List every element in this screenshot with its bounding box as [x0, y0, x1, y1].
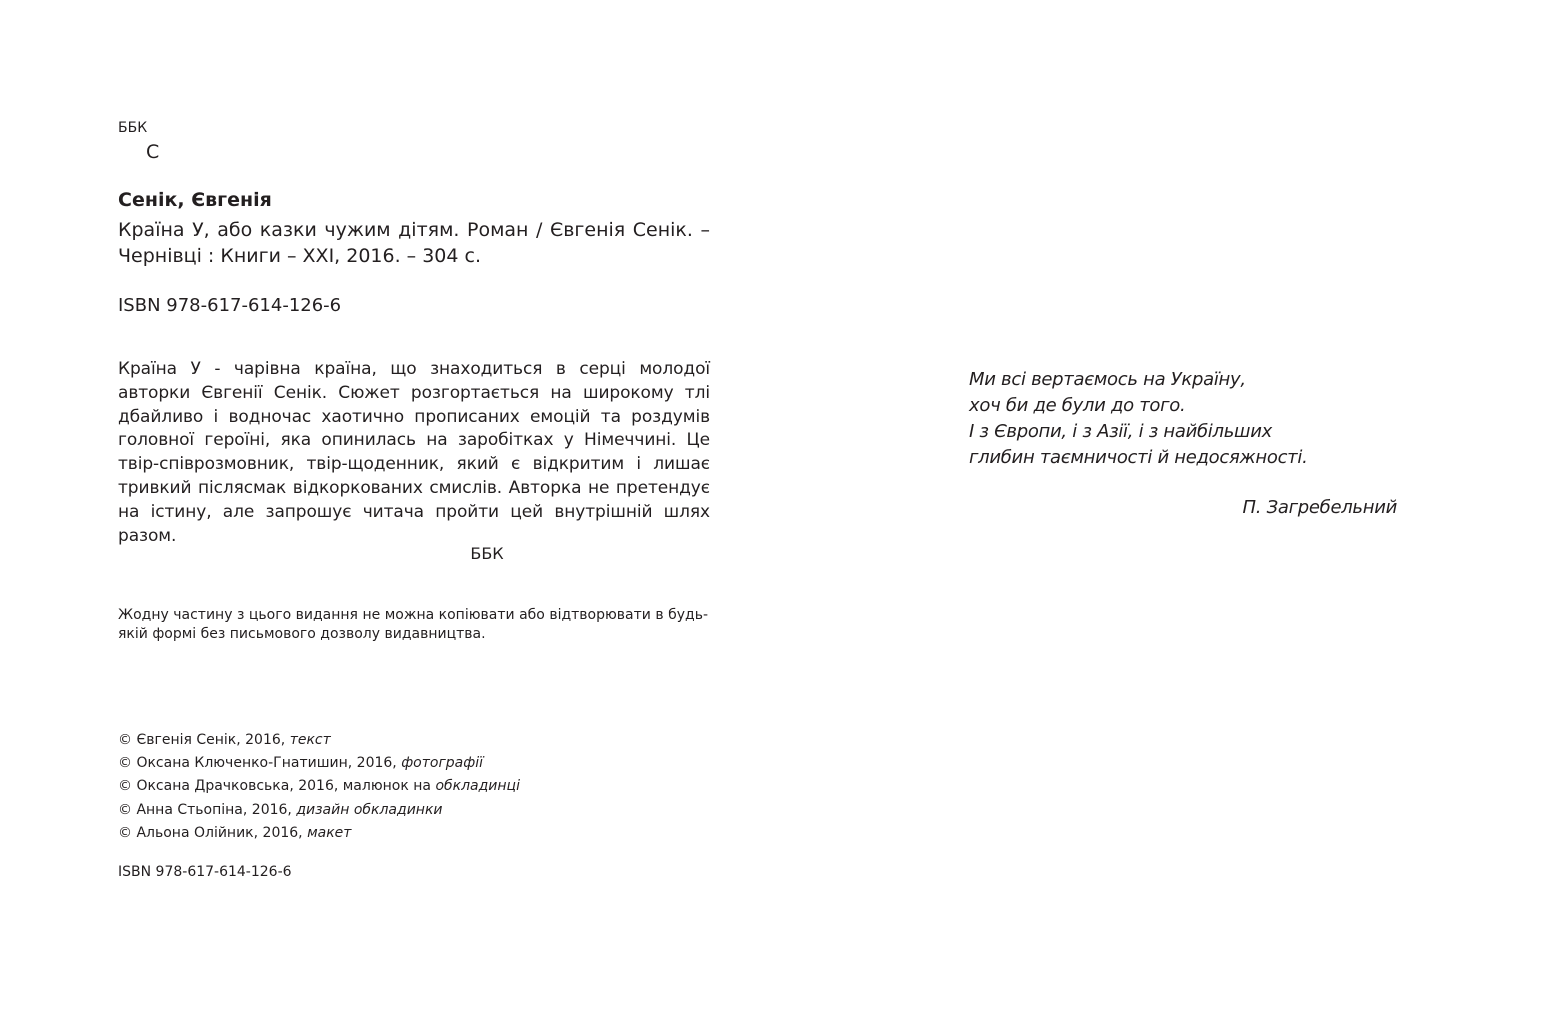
- epigraph-line: І з Європи, і з Азії, і з найбільших: [969, 421, 1272, 442]
- author-sign: С: [146, 141, 160, 163]
- copyright-line: [118, 822, 520, 845]
- isbn-bottom: ISBN 978-617-614-126-6: [118, 864, 292, 880]
- epigraph-line: хоч би де були до того.: [969, 395, 1186, 416]
- copyright-role: фотографії: [401, 755, 484, 772]
- copyright-role: дизайн обкладинки: [296, 801, 443, 818]
- isbn: ISBN 978-617-614-126-6: [118, 295, 342, 316]
- author-name: Сенік, Євгенія: [118, 189, 272, 211]
- epigraph-author: П. Загребельний: [1242, 497, 1397, 518]
- bbk-label: ББК: [118, 120, 148, 136]
- epigraph: [969, 367, 1308, 471]
- rights-notice: Жодну частину з цього видання не можна копіювати або відтворювати в будь-якій формі без письмового дозволу видавництва.: [118, 607, 708, 642]
- copyright-holder: © Анна Стьопіна, 2016,: [118, 801, 297, 818]
- copyright-line: [118, 752, 520, 775]
- bibliographic-line-2: Чернівці : Книги – ХХІ, 2016. – 304 с.: [118, 245, 482, 267]
- copyright-holder: © Оксана Ключенко-Гнатишин, 2016,: [118, 755, 402, 772]
- copyright-role: обкладинці: [435, 778, 520, 795]
- copyright-holder: © Альона Олійник, 2016,: [118, 824, 308, 841]
- copyright-list: [118, 729, 520, 845]
- copyright-holder: © Оксана Драчковська, 2016, малюнок на: [118, 778, 436, 795]
- copyright-line: [118, 775, 520, 798]
- copyright-role: макет: [307, 824, 352, 841]
- copyright-holder: © Євгенія Сенік, 2016,: [118, 732, 290, 748]
- bibliographic-line-1: Країна У, або казки чужим дітям. Роман / Євгенія Сенік. –: [118, 219, 710, 241]
- epigraph-line: глибин таємничості й недосяжності.: [969, 447, 1308, 468]
- copyright-line: [118, 799, 520, 822]
- annotation-bbk-label: ББК: [470, 544, 504, 563]
- annotation-text: Країна У - чарівна країна, що знаходиться в серці молодої авторки Євгенії Сенік. Сюжет розгортається на широкому тлі дбайливо і водночас хаотично прописаних емоцій та роздумів головної героїні, яка опинилась на заробітках у Німеччині. Це твір-співрозмовник, твір-щоденник, який є відкритим і лишає тривкий післясмак відкоркованих смислів. Авторка не претендує на істину, але запрошує читача пройти цей внутрішній шлях разом.: [118, 359, 710, 546]
- copyright-role: текст: [289, 732, 331, 748]
- copyright-line: [118, 729, 520, 752]
- epigraph-line: Ми всі вертаємось на Україну,: [969, 369, 1246, 390]
